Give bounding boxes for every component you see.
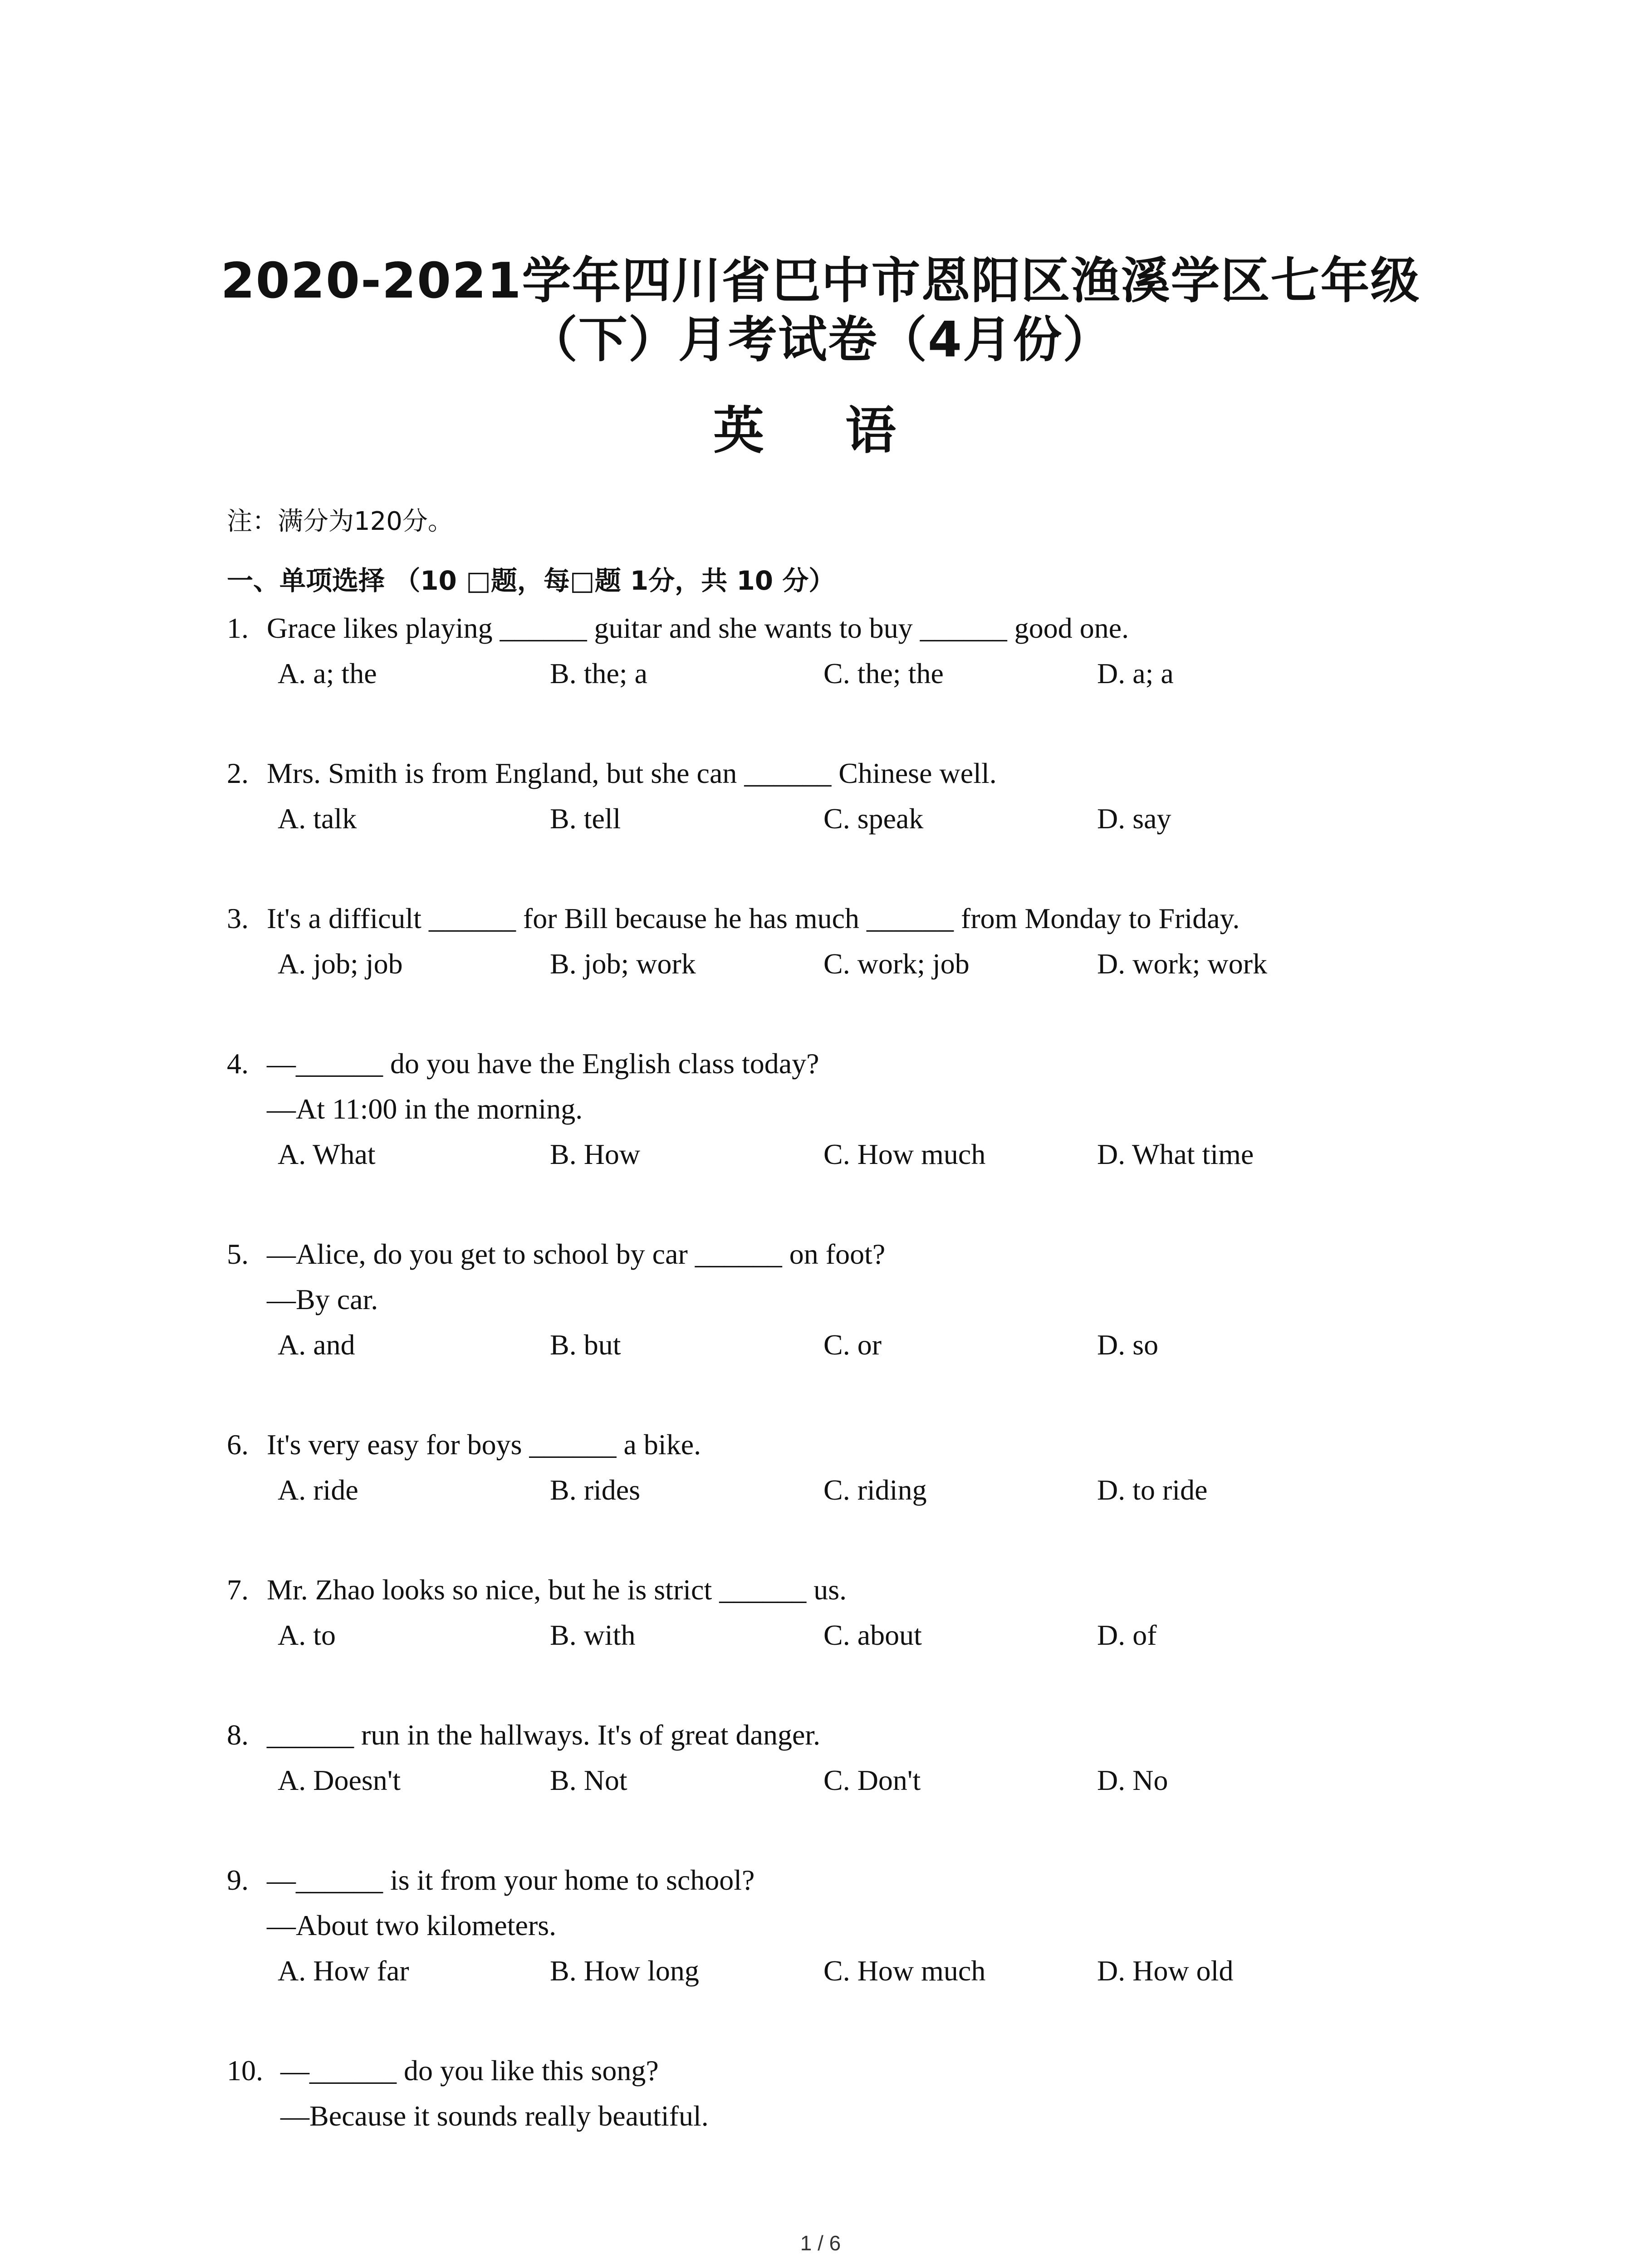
question-number: 1. <box>227 612 249 644</box>
answer-option: C. work; job <box>823 948 970 980</box>
answer-option: A. What <box>278 1138 376 1170</box>
answer-option: D. so <box>1097 1329 1159 1361</box>
answer-option: D. of <box>1097 1619 1157 1651</box>
answer-option: A. and <box>278 1329 355 1361</box>
answer-option: B. but <box>550 1329 621 1361</box>
answer-option: D. No <box>1097 1764 1168 1796</box>
answer-option: A. How far <box>278 1955 409 1987</box>
page-number: 1 / 6 <box>800 2231 841 2255</box>
question-stem: It's very easy for boys ______ a bike. <box>267 1428 701 1461</box>
question-stem: Mr. Zhao looks so nice, but he is strict ______ us. <box>267 1574 847 1606</box>
answer-option: C. riding <box>823 1474 927 1506</box>
question-stem: —______ do you have the English class today? <box>267 1047 819 1080</box>
answer-option: C. or <box>823 1329 882 1361</box>
score-note: 注：满分为120分。 <box>227 507 453 536</box>
exam-title-line1: 2020-2021学年四川省巴中市恩阳区渔溪学区七年级 <box>220 253 1421 309</box>
question-number: 4. <box>227 1047 249 1080</box>
question-number: 9. <box>227 1864 249 1896</box>
subject-heading: 英 语 <box>713 401 928 460</box>
answer-option: B. How <box>550 1138 641 1170</box>
answer-option: A. a; the <box>278 657 377 689</box>
answer-option: A. Doesn't <box>278 1764 401 1796</box>
answer-option: D. How old <box>1097 1955 1234 1987</box>
answer-option: D. a; a <box>1097 657 1174 689</box>
answer-option: D. say <box>1097 802 1171 835</box>
question-stem: Mrs. Smith is from England, but she can ______ Chinese well. <box>267 757 997 789</box>
answer-option: C. How much <box>823 1138 986 1170</box>
answer-option: A. to <box>278 1619 336 1651</box>
answer-option: A. job; job <box>278 948 403 980</box>
answer-option: C. How much <box>823 1955 986 1987</box>
answer-option: A. talk <box>278 802 357 835</box>
answer-option: B. with <box>550 1619 636 1651</box>
question-dialogue-line: —By car. <box>267 1283 378 1315</box>
answer-option: B. job; work <box>550 948 696 980</box>
answer-option: C. about <box>823 1619 922 1651</box>
answer-option: B. the; a <box>550 657 648 689</box>
section-heading: 一、单项选择 （10 □题，每□题 1分，共 10 分） <box>227 565 835 596</box>
question-number: 3. <box>227 902 249 934</box>
answer-option: D. to ride <box>1097 1474 1208 1506</box>
question-stem: Grace likes playing ______ guitar and she wants to buy ______ good one. <box>267 612 1129 644</box>
question-dialogue-line: —About two kilometers. <box>267 1909 557 1941</box>
answer-option: B. Not <box>550 1764 627 1796</box>
answer-option: C. Don't <box>823 1764 921 1796</box>
answer-option: B. How long <box>550 1955 699 1987</box>
answer-option: B. tell <box>550 802 621 835</box>
answer-option: C. the; the <box>823 657 944 689</box>
answer-option: C. speak <box>823 802 924 835</box>
question-dialogue-line: —At 11:00 in the morning. <box>267 1093 583 1125</box>
question-number: 2. <box>227 757 249 789</box>
question-stem: —______ do you like this song? <box>280 2054 659 2087</box>
answer-option: D. What time <box>1097 1138 1254 1170</box>
question-number: 6. <box>227 1428 249 1461</box>
question-number: 5. <box>227 1238 249 1270</box>
question-dialogue-line: —Because it sounds really beautiful. <box>280 2100 709 2132</box>
question-number: 10. <box>227 2054 263 2087</box>
question-number: 7. <box>227 1574 249 1606</box>
answer-option: B. rides <box>550 1474 641 1506</box>
answer-option: A. ride <box>278 1474 358 1506</box>
answer-option: D. work; work <box>1097 948 1268 980</box>
question-stem: —Alice, do you get to school by car ______ on foot? <box>267 1238 886 1270</box>
exam-title-line2: （下）月考试卷（4月份） <box>528 312 1113 368</box>
question-stem: —______ is it from your home to school? <box>267 1864 755 1896</box>
question-stem: It's a difficult ______ for Bill because he has much ______ from Monday to Friday. <box>267 902 1240 934</box>
question-number: 8. <box>227 1719 249 1751</box>
question-stem: ______ run in the hallways. It's of great danger. <box>267 1719 821 1751</box>
